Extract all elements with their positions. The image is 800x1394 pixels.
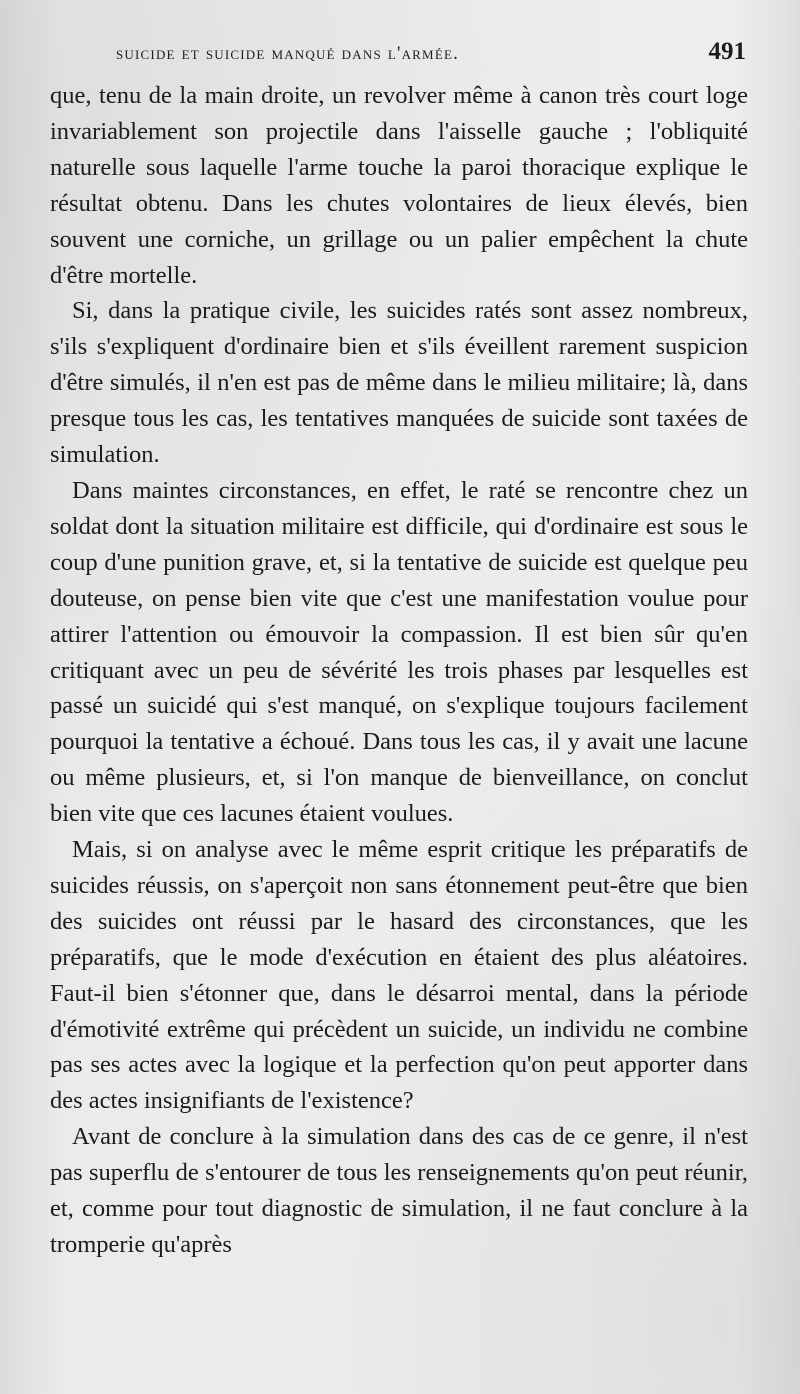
body-text — [50, 78, 748, 1263]
paragraph: Avant de conclure à la simulation dans des cas de ce genre, il n'est pas superflu de s'entourer de tous les renseignements qu'on peut réunir, et, comme pour tout diagnostic de simulation, il ne faut conclure à la tromperie qu'après — [50, 1123, 748, 1258]
paragraph-continued: que, tenu de la main droite, un revolver même à canon très court loge invariablement son projectile dans l'aisselle gauche ; l'obliquité naturelle sous laquelle l'arme touche la paroi thoracique explique le résultat obtenu. Dans les chutes volontaires de lieux élevés, bien souvent une corniche, un grillage ou un palier empêchent la chute d'être mortelle. — [50, 82, 748, 289]
running-head: suicide et suicide manqué dans l'armée. — [116, 43, 460, 64]
page-header — [50, 38, 748, 72]
page-number: 491 — [708, 38, 746, 65]
paragraph: Si, dans la pratique civile, les suicides ratés sont assez nombreux, s'ils s'expliquent d'ordinaire bien et s'ils éveillent rarement suspicion d'être simulés, il n'en est pas de même dans le milieu militaire; là, dans presque tous les cas, les tentatives manquées de suicide sont taxées de simulation. — [50, 297, 748, 469]
paragraph: Mais, si on analyse avec le même esprit critique les préparatifs de suicides réussis, on s'aperçoit non sans étonnement peut-être que bien des suicides ont réussi par le hasard des circonstances, que les préparatifs, que le mode d'exécution en étaient des plus aléatoires. Faut-il bien s'étonner que, dans le désarroi mental, dans la période d'émotivité extrême qui précèdent un suicide, un individu ne combine pas ses actes avec la logique et la perfection qu'on peut apporter dans des actes insignifiants de l'existence? — [50, 836, 748, 1115]
paragraph: Dans maintes circonstances, en effet, le raté se rencontre chez un soldat dont la situation militaire est difficile, qui d'ordinaire est sous le coup d'une punition grave, et, si la tentative de suicide est quelque peu douteuse, on pense bien vite que c'est une manifestation voulue pour attirer l'attention ou émouvoir la compassion. Il est bien sûr qu'en critiquant avec un peu de sévérité les trois phases par lesquelles est passé un suicidé qui s'est manqué, on s'explique toujours facilement pourquoi la tentative a échoué. Dans tous les cas, il y avait une lacune ou même plusieurs, et, si l'on manque de bienveillance, on conclut bien vite que ces lacunes étaient voulues. — [50, 476, 748, 828]
